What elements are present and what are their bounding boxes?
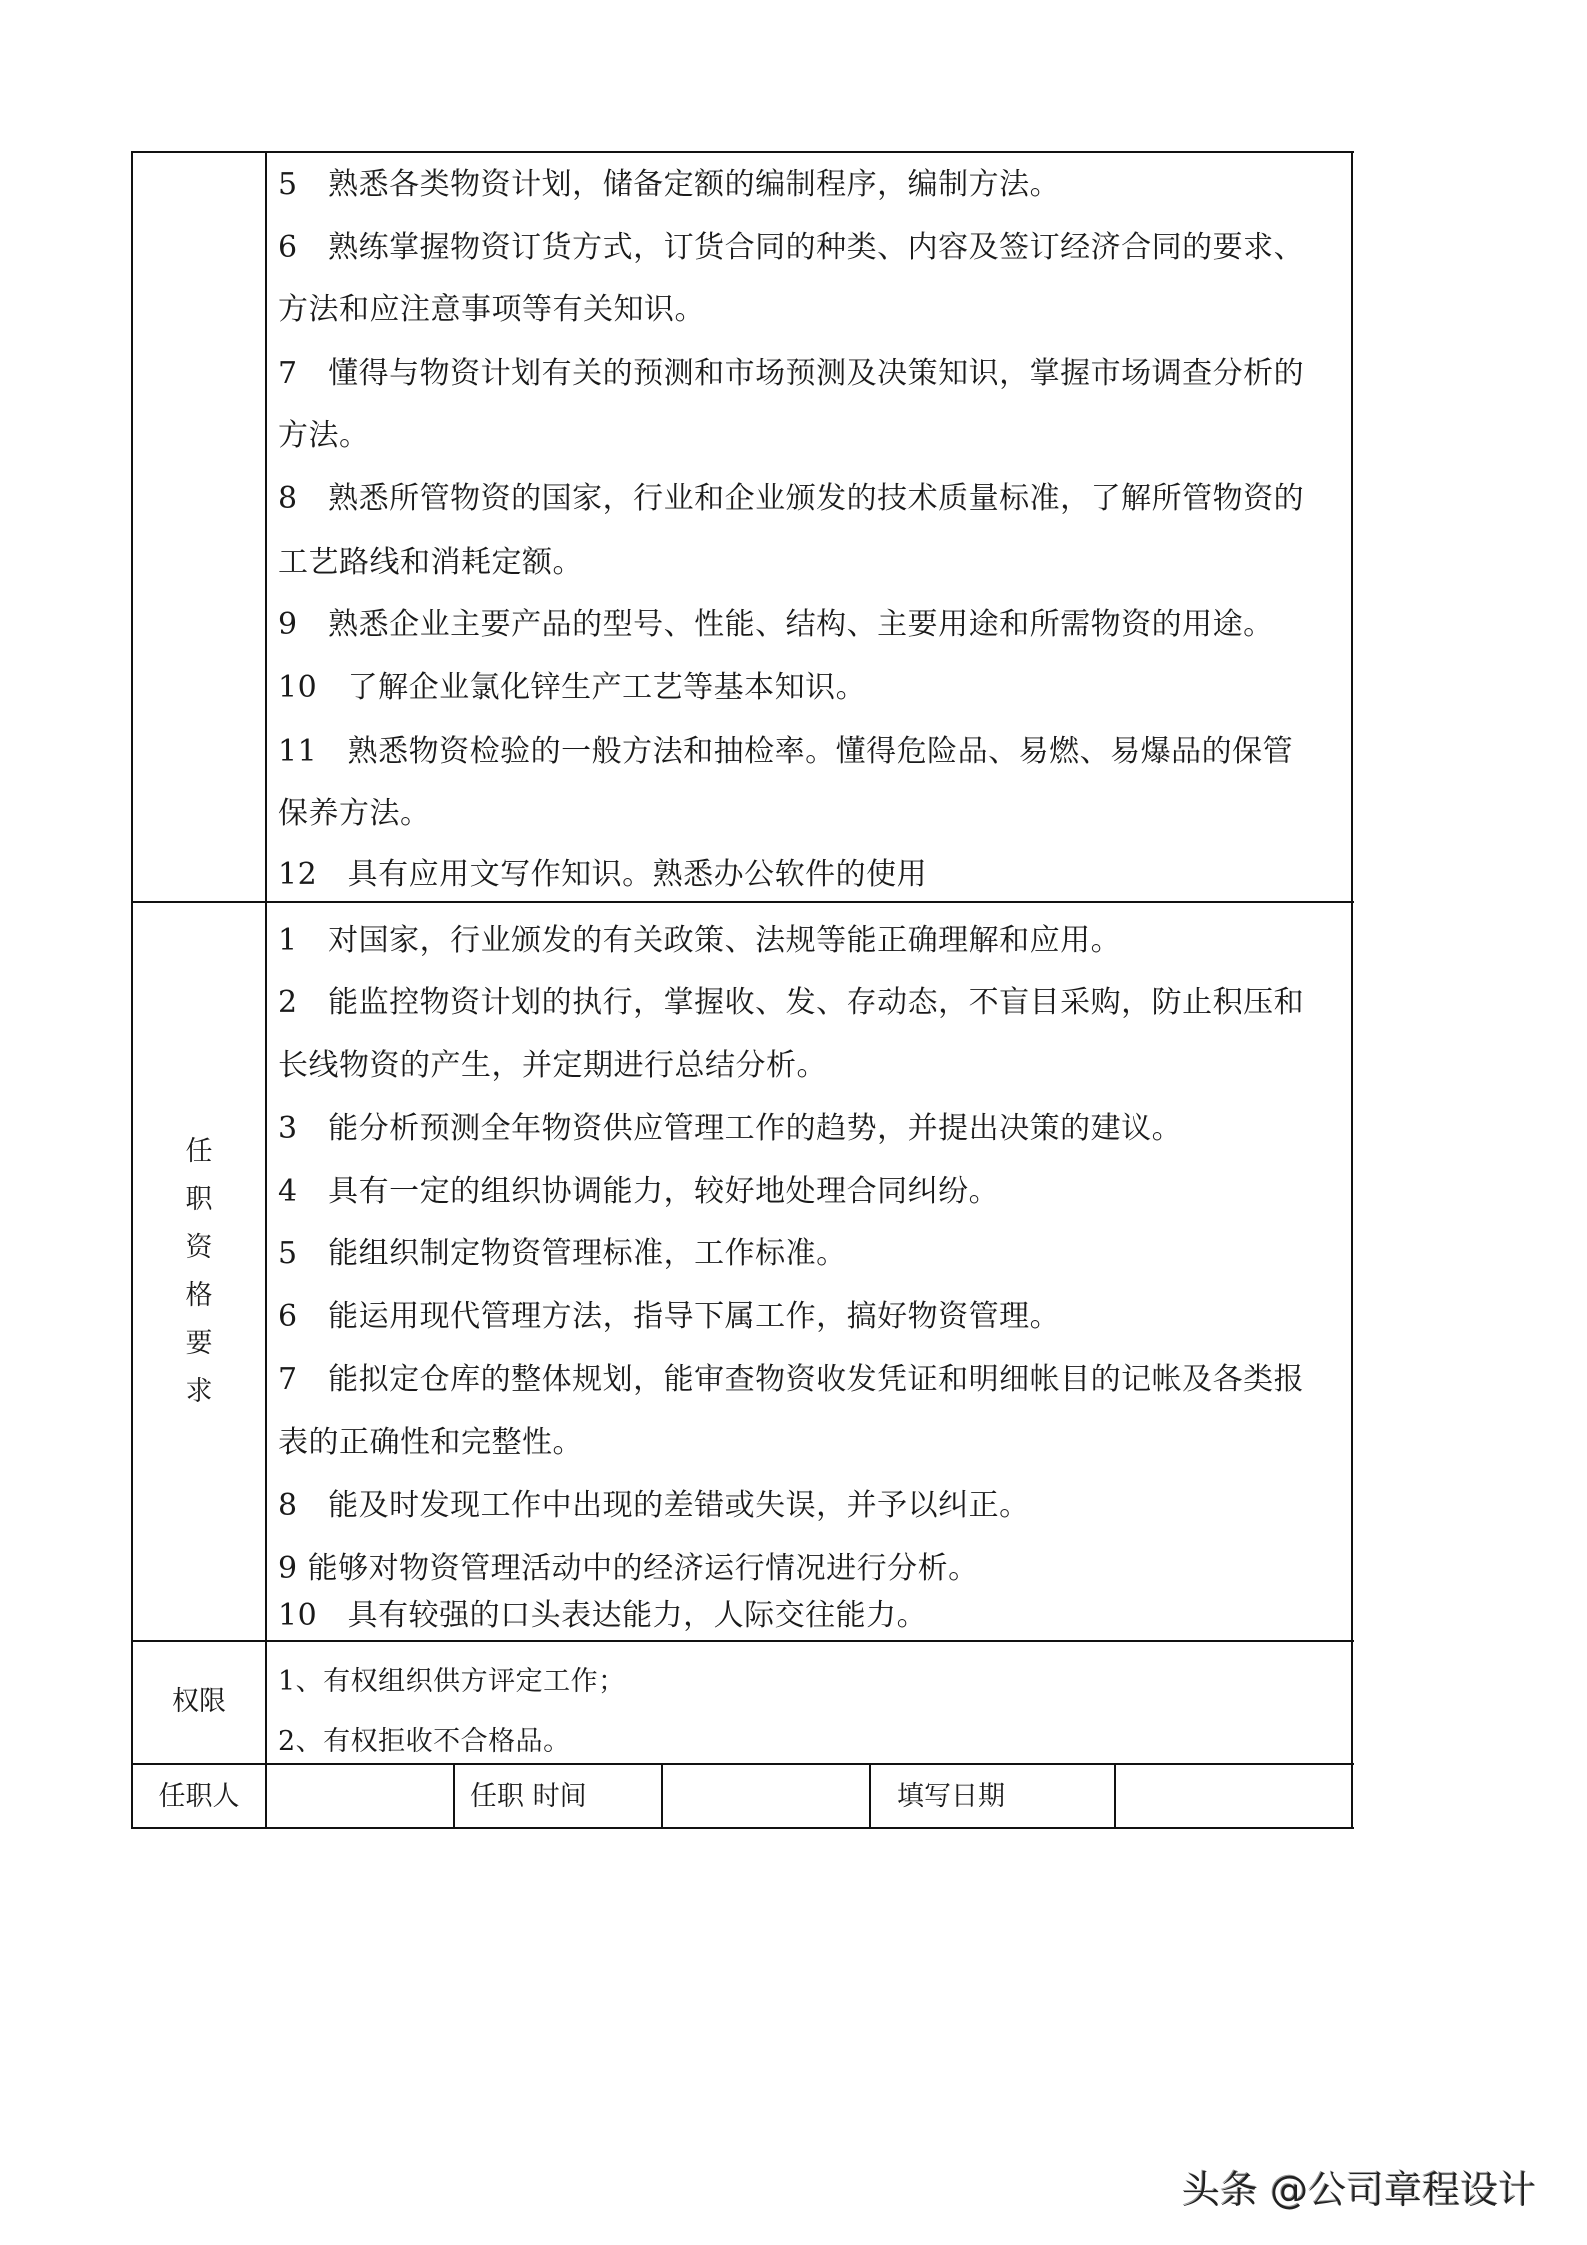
qualification-line: 5 能组织制定物资管理标准，工作标准。 [278,1236,847,1271]
qualification-line: 2 能监控物资计划的执行，掌握收、发、存动态，不盲目采购，防止积压和 [278,985,1305,1020]
qualification-line: 10 具有较强的口头表达能力，人际交往能力。 [278,1598,928,1633]
knowledge-line: 7 懂得与物资计划有关的预测和市场预测及决策知识，掌握市场调查分析的 [278,356,1305,391]
knowledge-line: 工艺路线和消耗定额。 [278,545,583,580]
qualification-label-char: 任 [185,1136,213,1167]
qualification-label-char: 资 [185,1232,213,1263]
holder-label: 任职人 [158,1781,240,1812]
qualification-line: 7 能拟定仓库的整体规划，能审查物资收发凭证和明细帐目的记帐及各类报 [278,1362,1305,1397]
qualification-line: 3 能分析预测全年物资供应管理工作的趋势，并提出决策的建议。 [278,1111,1183,1146]
qualification-line: 9 能够对物资管理活动中的经济运行情况进行分析。 [278,1551,979,1586]
qualification-line: 长线物资的产生，并定期进行总结分析。 [278,1048,827,1083]
table-left-border [131,151,133,1829]
authority-line: 1、有权组织供方评定工作； [278,1666,626,1697]
row-divider-authority-signature [132,1763,1354,1765]
date-label: 填写日期 [897,1781,1005,1812]
table-right-border [1351,151,1353,1829]
label-column-divider [265,151,267,1829]
knowledge-line: 11 熟悉物资检验的一般方法和抽检率。懂得危险品、易燃、易爆品的保管 [278,734,1294,769]
tenure-value-field[interactable] [662,1781,870,1813]
qualification-line: 8 能及时发现工作中出现的差错或失误，并予以纠正。 [278,1488,1030,1523]
qualification-label-char: 格 [185,1280,213,1311]
row-divider-qualification-authority [132,1640,1354,1642]
qualification-line: 6 能运用现代管理方法，指导下属工作，搞好物资管理。 [278,1299,1061,1334]
watermark-text: 头条 @公司章程设计 [1182,2168,1537,2212]
qualification-line: 1 对国家，行业颁发的有关政策、法规等能正确理解和应用。 [278,923,1122,958]
tenure-label: 任职 时间 [470,1781,587,1812]
knowledge-line: 保养方法。 [278,796,431,831]
knowledge-line: 9 熟悉企业主要产品的型号、性能、结构、主要用途和所需物资的用途。 [278,607,1274,642]
authority-label: 权限 [172,1686,226,1717]
qualification-label-char: 要 [185,1328,213,1359]
knowledge-line: 6 熟练掌握物资订货方式，订货合同的种类、内容及签订经济合同的要求、 [278,230,1305,265]
knowledge-line: 10 了解企业氯化锌生产工艺等基本知识。 [278,670,867,705]
qualification-line: 表的正确性和完整性。 [278,1425,583,1460]
knowledge-line: 8 熟悉所管物资的国家，行业和企业颁发的技术质量标准，了解所管物资的 [278,481,1305,516]
qualification-line: 4 具有一定的组织协调能力，较好地处理合同纠纷。 [278,1174,1000,1209]
knowledge-line: 5 熟悉各类物资计划，储备定额的编制程序，编制方法。 [278,167,1061,202]
holder-value-field[interactable] [266,1781,454,1813]
authority-line: 2、有权拒收不合格品。 [278,1726,571,1757]
table-top-border [132,151,1354,153]
row-divider-knowledge-qualification [132,901,1354,903]
qualification-label-char: 求 [185,1376,213,1407]
knowledge-line: 12 具有应用文写作知识。熟悉办公软件的使用 [278,857,928,892]
date-value-field[interactable] [1115,1781,1352,1813]
knowledge-line: 方法。 [278,418,370,453]
qualification-label [132,1128,266,1416]
qualification-label-char: 职 [185,1184,213,1215]
knowledge-line: 方法和应注意事项等有关知识。 [278,292,705,327]
table-bottom-border [132,1827,1354,1829]
